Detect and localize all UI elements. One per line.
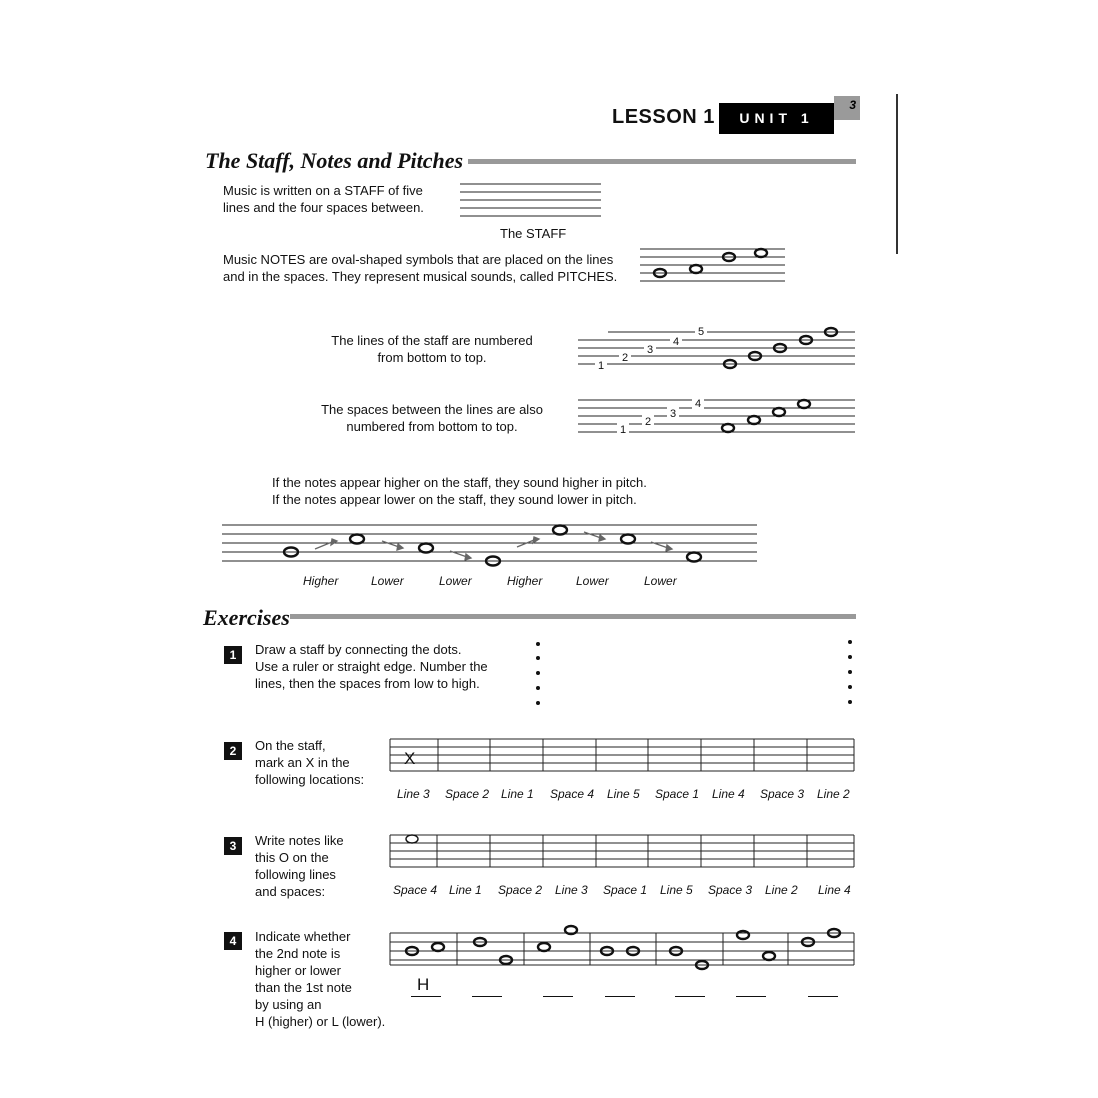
- location-label: Line 3: [397, 787, 430, 801]
- line-number-4: 4: [672, 336, 680, 348]
- x-mark: X: [404, 749, 416, 768]
- note: [755, 249, 767, 257]
- location-label: Line 1: [501, 787, 534, 801]
- note: [687, 553, 701, 562]
- lines-staff: [578, 323, 858, 373]
- note: [737, 931, 749, 939]
- note: [432, 943, 444, 951]
- notes-staff: [640, 248, 786, 284]
- staff-intro: Music is written on a STAFF of five lines and the four spaces between.: [223, 183, 424, 215]
- answer-blank-2[interactable]: [472, 996, 502, 997]
- note: [722, 424, 734, 432]
- answer-blank-7[interactable]: [808, 996, 838, 997]
- line-number-5: 5: [697, 326, 705, 338]
- line-number-3: 3: [646, 344, 654, 356]
- location-label: Space 4: [550, 787, 595, 801]
- direction-label: Lower: [439, 574, 472, 588]
- note: [553, 526, 567, 535]
- exercise-2-staff[interactable]: [390, 738, 856, 776]
- location-label: Line 4: [818, 883, 851, 897]
- staff-caption: The STAFF: [500, 226, 567, 241]
- exercise-1-text: Draw a staff by connecting the dots. Use a ruler or straight edge. Number the lines, then the spaces from low to high.: [255, 642, 488, 691]
- unit-badge: UNIT 1: [719, 103, 834, 134]
- answer-blank-1[interactable]: [411, 996, 441, 997]
- direction-label: Higher: [303, 574, 339, 588]
- answer-blank-4[interactable]: [605, 996, 635, 997]
- example-answer: H: [417, 975, 430, 994]
- answer-blank-5[interactable]: [675, 996, 705, 997]
- margin-rule: [896, 94, 898, 254]
- answer-blank-3[interactable]: [543, 996, 573, 997]
- space-number-1: 1: [619, 424, 627, 436]
- location-label: Space 1: [655, 787, 700, 801]
- exercises-rule: [290, 614, 856, 619]
- line-number-1: 1: [597, 360, 605, 372]
- note: [350, 535, 364, 544]
- pitch-text: If the notes appear higher on the staff, they sound higher in pitch. If the notes appear lower on the staff, they sound lower in pitch.: [272, 475, 647, 507]
- section-title: The Staff, Notes and Pitches: [205, 148, 464, 173]
- location-label: Space 3: [708, 883, 753, 897]
- location-label: Line 5: [660, 883, 693, 897]
- section-rule: [468, 159, 856, 164]
- exercise-number: 2: [224, 742, 242, 760]
- line-number-2: 2: [621, 352, 629, 364]
- space-number-3: 3: [669, 408, 677, 420]
- notes-intro: Music NOTES are oval-shaped symbols that are placed on the lines and in the spaces. They represent musical sounds, called PITCHES.: [223, 252, 618, 284]
- note: [538, 943, 550, 951]
- location-label: Space 2: [498, 883, 543, 897]
- exercise-4-staff: [390, 930, 856, 970]
- answer-blank-6[interactable]: [736, 996, 766, 997]
- exercise-number: 4: [224, 932, 242, 950]
- note: [773, 408, 785, 416]
- exercise-number: 3: [224, 837, 242, 855]
- direction-label: Higher: [507, 574, 543, 588]
- direction-label: Lower: [371, 574, 404, 588]
- location-label: Space 2: [445, 787, 490, 801]
- note: [748, 416, 760, 424]
- exercise-3-staff[interactable]: [390, 834, 856, 872]
- direction-label: Lower: [576, 574, 609, 588]
- exercise-3-text: Write notes like this O on the following lines and spaces:: [255, 833, 344, 899]
- exercise-number: 1: [224, 646, 242, 664]
- lesson-label: LESSON 1: [612, 106, 715, 128]
- pitch-staff: [222, 522, 758, 566]
- location-label: Line 3: [555, 883, 588, 897]
- direction-label: Lower: [644, 574, 677, 588]
- location-label: Space 4: [393, 883, 438, 897]
- location-label: Line 5: [607, 787, 640, 801]
- note: [798, 400, 810, 408]
- location-label: Space 3: [760, 787, 805, 801]
- lesson-title: [612, 106, 715, 129]
- space-number-2: 2: [644, 416, 652, 428]
- spaces-text: The spaces between the lines are also numbered from bottom to top.: [321, 402, 543, 434]
- location-label: Line 2: [817, 787, 850, 801]
- location-label: Line 1: [449, 883, 482, 897]
- note: [763, 952, 775, 960]
- space-number-4: 4: [694, 398, 702, 410]
- exercise-4-text: Indicate whether the 2nd note is higher or lower than the 1st note by using an H (higher) or L (lower).: [255, 929, 386, 1029]
- exercise-2-text: On the staff, mark an X in the following locations:: [255, 738, 365, 787]
- location-label: Line 4: [712, 787, 745, 801]
- lines-text: The lines of the staff are numbered from bottom to top.: [331, 333, 533, 365]
- spaces-staff: [578, 393, 858, 443]
- exercises-title: Exercises: [203, 605, 290, 630]
- staff-example: [460, 183, 602, 219]
- location-label: Line 2: [765, 883, 798, 897]
- note: [690, 265, 702, 273]
- location-label: Space 1: [603, 883, 648, 897]
- note: [419, 544, 433, 553]
- note: [621, 535, 635, 544]
- page-number: 3: [834, 96, 860, 120]
- example-note: [406, 835, 418, 843]
